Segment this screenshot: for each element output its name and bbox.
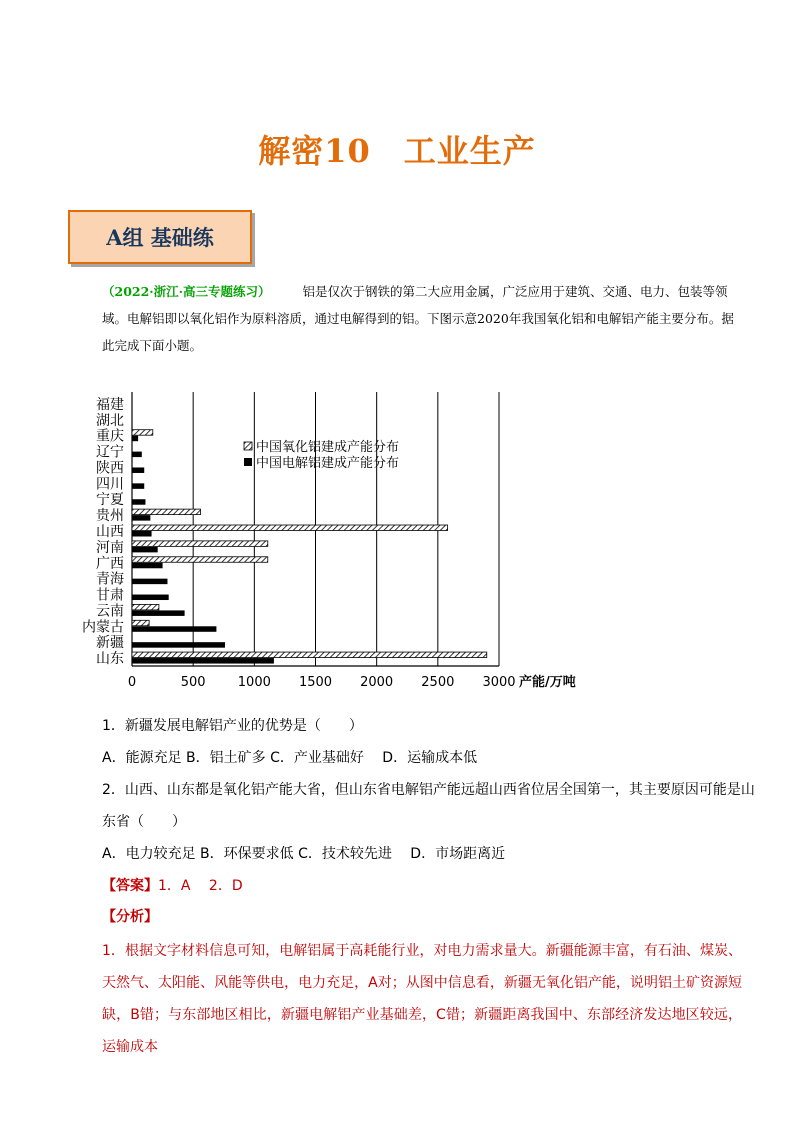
legend-label-electrolytic: 中国电解铝建成产能分布 [256, 456, 400, 471]
page-title: 解密10 工业生产 [258, 132, 536, 170]
x-tick-label: 1000 [237, 675, 271, 690]
intro-text: 铝是仅次于钢铁的第二大应用金属，广泛应用于建筑、交通、电力、包装等领域。电解铝即以氧化铝作为原料溶质，通过电解得到的铝。下图示意2020年我国氧化铝和电解铝产能主要分布。据此完成下面小题。 [102, 284, 734, 353]
bar-alumina [132, 604, 159, 610]
category-label: 广西 [96, 555, 124, 572]
bar-alumina [132, 620, 149, 626]
legend-swatch-electrolytic [244, 458, 252, 466]
category-label: 贵州 [96, 508, 124, 525]
bar-alumina [132, 430, 153, 436]
category-label: 湖北 [96, 412, 124, 429]
category-label: 甘肃 [96, 587, 124, 604]
question-2-options: A．电力较充足 B．环保要求低 C．技术较先进 D．市场距离近 [102, 846, 506, 862]
bar-electrolytic [132, 483, 144, 489]
question-1-stem: 1．新疆发展电解铝产业的优势是（ ） [102, 718, 363, 734]
bar-alumina [132, 525, 448, 531]
aluminum-capacity-chart [60, 384, 620, 694]
category-label: 内蒙古 [82, 619, 124, 636]
x-tick-label: 0 [127, 675, 137, 690]
question-2-stem-line2: 东省（ ） [102, 814, 186, 830]
legend-swatch-alumina [244, 442, 252, 450]
x-tick-label: 500 [180, 675, 206, 690]
bar-electrolytic [132, 531, 152, 537]
bar-electrolytic [132, 515, 150, 521]
bar-alumina [132, 541, 268, 547]
bar-electrolytic [132, 658, 274, 664]
x-tick-label: 1500 [298, 675, 333, 690]
bar-electrolytic [132, 642, 225, 648]
category-label: 山东 [96, 651, 124, 668]
category-label: 重庆 [96, 428, 124, 445]
bar-electrolytic [132, 595, 169, 601]
analysis-tag: 【分析】 [102, 909, 158, 925]
bar-electrolytic [132, 547, 158, 553]
category-label: 辽宁 [96, 444, 124, 461]
bar-electrolytic [132, 467, 144, 473]
bar-electrolytic [132, 499, 145, 505]
legend-label-alumina: 中国氧化铝建成产能分布 [256, 440, 400, 455]
category-label: 河南 [96, 539, 124, 556]
question-2-stem-line1: 2．山西、山东都是氧化铝产能大省，但山东省电解铝产能远超山西省位居全国第一，其主要原因可能是山 [102, 782, 755, 798]
category-label: 青海 [96, 571, 124, 588]
category-label: 云南 [96, 603, 124, 620]
x-axis-label: 产能/万吨 [519, 675, 576, 690]
category-label: 陕西 [96, 460, 124, 477]
category-label: 宁夏 [96, 492, 124, 509]
bar-electrolytic [132, 579, 167, 585]
answer-value: 1．A 2．D [158, 878, 243, 894]
x-tick-label: 3000 [482, 675, 516, 690]
category-label: 新疆 [96, 635, 124, 652]
bar-electrolytic [132, 626, 216, 632]
x-tick-label: 2500 [421, 675, 455, 690]
bar-alumina [132, 557, 268, 563]
x-tick-label: 2000 [360, 675, 394, 690]
bar-alumina [132, 652, 487, 658]
bar-electrolytic [132, 452, 142, 458]
category-label: 四川 [96, 476, 124, 493]
category-label: 福建 [96, 396, 124, 413]
intro-paragraph [102, 278, 742, 359]
question-source: （2022·浙江·高三专题练习） [102, 284, 271, 299]
bar-electrolytic [132, 610, 185, 616]
group-label: A组 基础练 [106, 225, 214, 250]
bar-electrolytic [132, 436, 138, 442]
answer-line [102, 875, 243, 895]
category-label: 山西 [96, 524, 124, 540]
answer-tag: 【答案】 [102, 878, 158, 894]
bar-electrolytic [132, 563, 163, 569]
group-label-box [68, 210, 252, 264]
bar-alumina [132, 509, 201, 515]
question-1-options: A．能源充足 B．铝土矿多 C．产业基础好 D．运输成本低 [102, 750, 478, 766]
analysis-text: 1．根据文字材料信息可知，电解铝属于高耗能行业，对电力需求量大。新疆能源丰富，有石油、煤炭、天然气、太阳能、风能等供电，电力充足，A对；从图中信息看，新疆无氧化铝产能，说明铝土矿资源短缺，B错；与东部地区相比，新疆电解铝产业基础差，C错；新疆距离我国中、东部经济发达地区较远，运输成本 [102, 943, 742, 1055]
